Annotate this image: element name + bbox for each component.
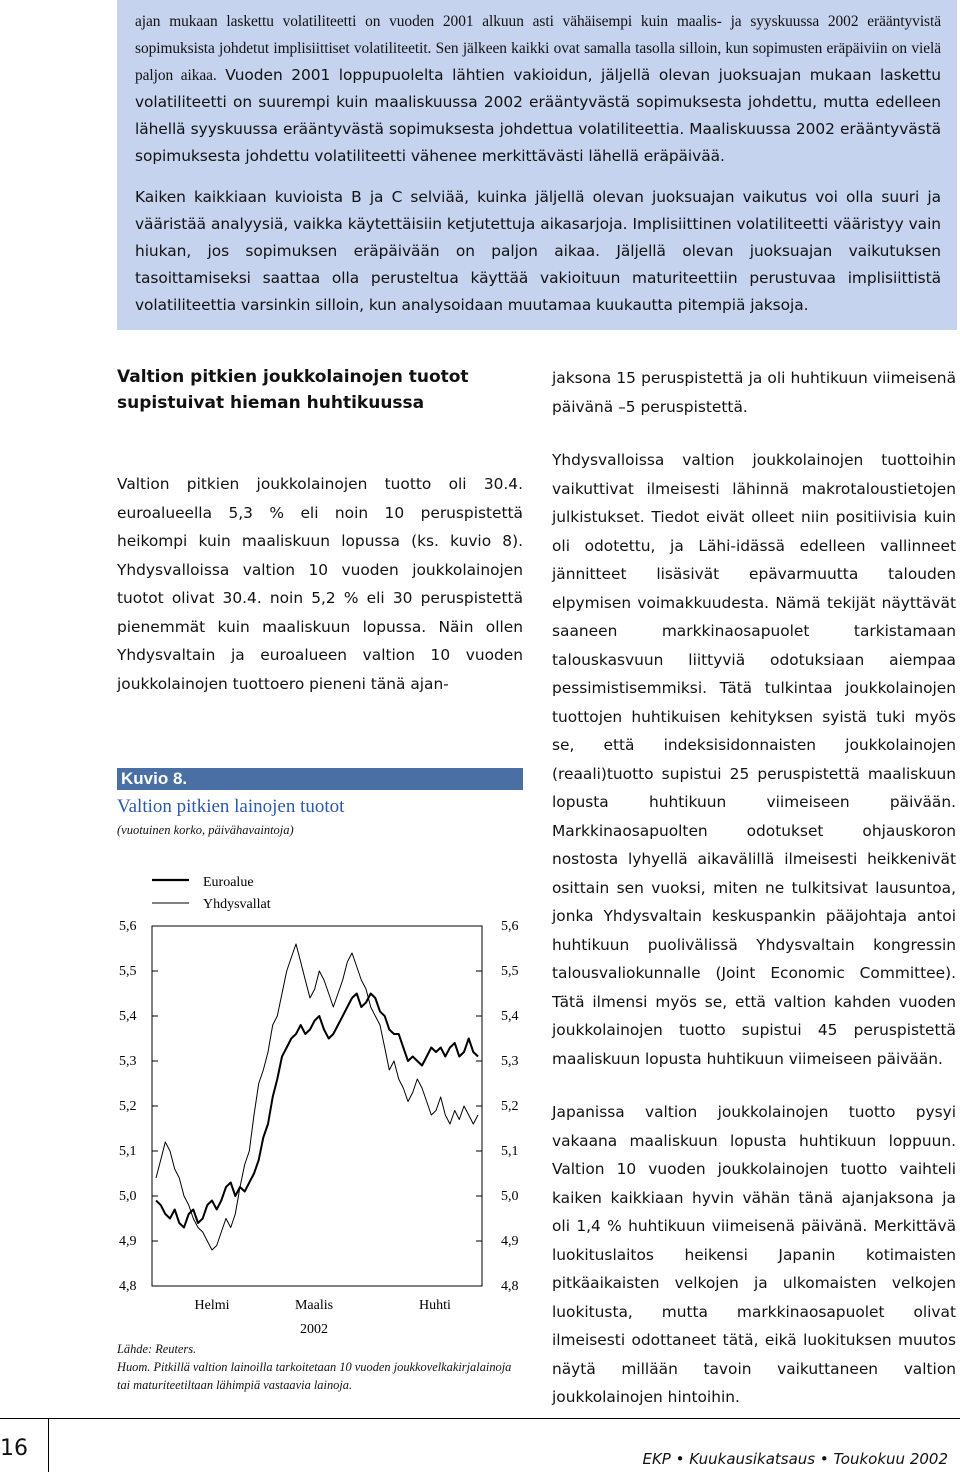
publication-footer: EKP • Kuukausikatsaus • Toukokuu 2002: [642, 1450, 948, 1468]
box-paragraph-1: ajan mukaan laskettu volatiliteetti on vuoden 2001 alkuun asti vähäisempi kuin maalis- ja syyskuussa 2002 erääntyvistä sopimuksista johdetut implisiittiset volatiliteetit. Sen jälkeen kaikki ovat samalla tasolla silloin, kun sopimusten eräpäiviin on vielä paljon aikaa. Vuoden 2001 loppupuolelta lähtien vakioidun, jäljellä olevan juoksuajan mukaan laskettu volatiliteetti on suurempi kuin maaliskuussa 2002 erääntyvästä sopimuksesta johdettu, mutta edelleen lähellä syyskuussa erääntyvästä sopimuksesta johdettua volatiliteettia. Maaliskuussa 2002 erääntyvästä sopimuksesta johdettu volatiliteetti vähenee merkittävästi lähellä eräpäivää.: [135, 13, 941, 165]
yield-chart: [117, 860, 527, 1340]
figure-title: Valtion pitkien lainojen tuotot: [117, 796, 345, 817]
legend-yhdysvallat: Yhdysvallat: [203, 897, 271, 912]
y-tick-label-left: 5,4: [119, 1009, 137, 1024]
chart-lines: [156, 944, 478, 1250]
left-body-text: Valtion pitkien joukkolainojen tuotto oli 30.4. euroalueella 5,3 % eli noin 10 peruspistettä heikompi kuin maaliskuun lopussa (ks. kuvio 8). Yhdysvalloissa valtion 10 vuoden joukkolainojen tuotot olivat 30.4. noin 5,2 % eli 30 peruspistettä pienemmät kuin maaliskuun lopussa. Näin ollen Yhdysvaltain ja euroalueen valtion 10 vuoden joukkolainojen tuottoero pieneni tänä ajan-: [117, 475, 523, 693]
right-column: [552, 364, 956, 1412]
y-tick-label-right: 5,0: [501, 1189, 519, 1204]
y-tick-label-right: 4,8: [501, 1279, 519, 1294]
footer-rule: [0, 1418, 960, 1419]
y-tick-label-left: 5,6: [119, 919, 137, 934]
figure-notes: [117, 1340, 527, 1394]
x-axis-year: 2002: [300, 1322, 328, 1337]
series-line-yhdysvallat: [156, 944, 478, 1250]
y-tick-label-left: 5,5: [119, 964, 137, 979]
legend-euroalue: Euroalue: [203, 875, 254, 890]
figure-label: Kuvio 8.: [117, 768, 523, 790]
right-paragraph-2: Yhdysvalloissa valtion joukkolainojen tuottoihin vaikuttivat ilmeisesti lähinnä makrotaloustietojen julkistukset. Tiedot eivät olleet niin positiivisia kuin oli odotettu, ja Lähi-idässä edelleen vallinneet jännitteet lisäsivät epävarmuutta talouden elpymisen voimakkuudesta. Nämä tekijät näyttävät saaneen markkinaosapuolet tarkistamaan talouskasvuun liittyviä odotuksiaan aiempaa pessimistisemmiksi. Tätä tulkintaa joukkolainojen tuottojen huhtikuisen kehityksen syistä tuki myös se, että indeksisidonnaisten joukkolainojen (reaali)tuotto supistui 25 peruspistettä maaliskuun lopusta huhtikuun viimeiseen päivään. Markkinaosapuolten odotukset ohjauskoron nostosta lyhyellä aikavälillä ilmeisesti heikkenivät osittain sen vuoksi, miten ne tulkitsivat lausuntoa, jonka Yhdysvaltain keskuspankin pääjohtaja antoi huhtikuun puolivälissä Yhdysvaltain kongressin talousvaliokunnalle (Joint Economic Committee). Tätä ilmensi myös se, että valtion kahden vuoden joukkolainojen tuotto supistui 45 peruspistettä maaliskuun lopusta huhtikuun viimeiseen päivään.: [552, 451, 956, 1068]
box-paragraph-2: Kaiken kaikkiaan kuvioista B ja C selviää, kuinka jäljellä olevan juoksuajan vaikutus voi olla suuri ja vääristää analyysiä, vaikka käytettäisiin ketjutettuja aikasarjoja. Implisiittinen volatiliteetti vääristyy vain hiukan, jos sopimuksen eräpäivään on paljon aikaa. Jäljellä olevan juoksuajan vaikutuksen tasoittamiseksi saattaa olla perusteltua käyttää vakioituun maturiteettiin perustuvaa implisiittistä volatiliteettia varsinkin silloin, kun analysoidaan muutamaa kuukautta pitempiä jaksoja.: [135, 188, 941, 314]
x-tick-label: Huhti: [419, 1298, 451, 1313]
y-tick-label-right: 5,4: [501, 1009, 519, 1024]
page-number: 16: [0, 1436, 28, 1461]
section-heading: Valtion pitkien joukkolainojen tuotot supistuivat hieman huhtikuussa: [117, 367, 469, 413]
y-tick-label-left: 4,8: [119, 1279, 137, 1294]
x-tick-label: Helmi: [194, 1298, 230, 1313]
chart-axes: [119, 919, 519, 1294]
y-tick-label-right: 5,6: [501, 919, 519, 934]
y-tick-label-right: 5,5: [501, 964, 519, 979]
y-tick-label-left: 5,3: [119, 1054, 137, 1069]
y-tick-label-left: 5,0: [119, 1189, 137, 1204]
chart-legend: [152, 875, 271, 912]
right-paragraph-1: jaksona 15 peruspistettä ja oli huhtikuun viimeisenä päivänä –5 peruspistettä.: [552, 369, 956, 416]
figure-subtitle: (vuotuinen korko, päivähavaintoja): [117, 823, 294, 837]
y-tick-label-left: 5,2: [119, 1099, 137, 1114]
figure-note: Huom. Pitkillä valtion lainoilla tarkoitetaan 10 vuoden joukkovelkakirjalainoja tai maturiteetiltaan lähimpiä vastaavia lainoja.: [117, 1360, 512, 1392]
y-tick-label-right: 4,9: [501, 1234, 519, 1249]
right-paragraph-3: Japanissa valtion joukkolainojen tuotto pysyi vakaana maaliskuun lopusta huhtikuun loppuun. Valtion 10 vuoden joukkolainojen tuotto vaihteli kaiken kaikkiaan hyvin vähän tänä ajanjaksona ja oli 1,4 % huhtikuun viimeisenä päivänä. Merkittävä luokituslaitos heikensi Japanin kotimaisten pitkäaikaisten velkojen ja ulkomaisten velkojen luokitusta, mutta markkinaosapuolet olivat ilmeisesti odottaneet tätä, eikä luokituksen muutos näytä millään tavoin vaikuttaneen valtion joukkolainojen hintoihin.: [552, 1103, 956, 1406]
left-column: [117, 364, 523, 698]
x-tick-label: Maalis: [294, 1298, 334, 1313]
y-tick-label-right: 5,3: [501, 1054, 519, 1069]
chart-x-labels: [195, 1298, 452, 1337]
y-tick-label-left: 5,1: [119, 1144, 137, 1159]
figure-source: Lähde: Reuters.: [117, 1342, 197, 1356]
y-tick-label-left: 4,9: [119, 1234, 137, 1249]
y-tick-label-right: 5,2: [501, 1099, 519, 1114]
info-box: [117, 0, 957, 330]
y-tick-label-right: 5,1: [501, 1144, 519, 1159]
footer-divider: [48, 1418, 49, 1472]
